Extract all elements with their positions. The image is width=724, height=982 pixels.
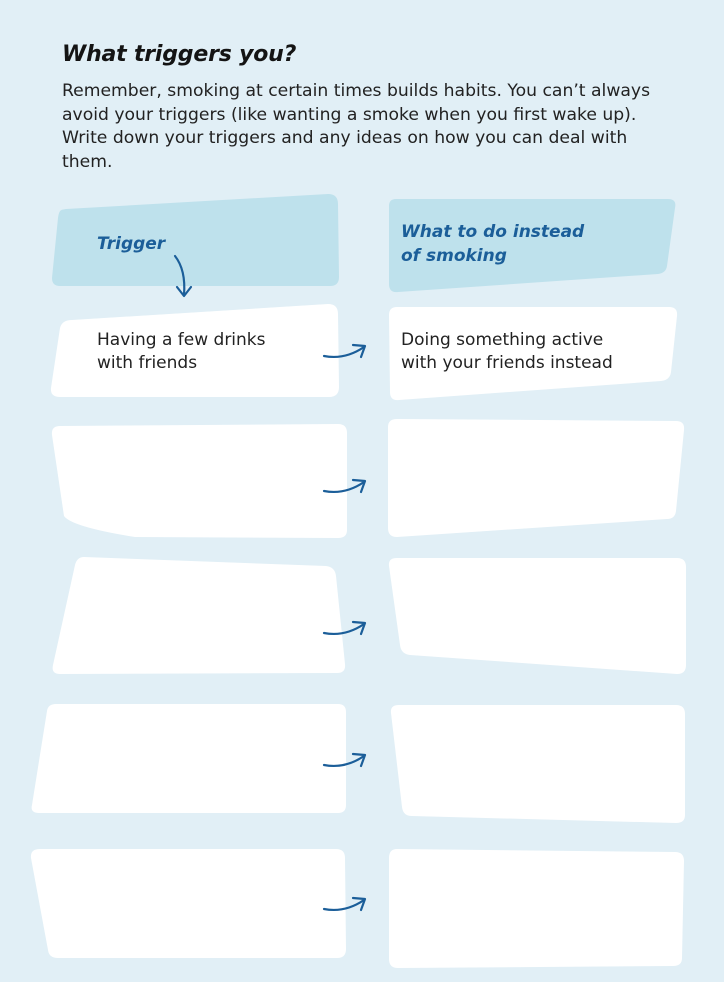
trigger-header-box xyxy=(52,194,339,286)
instead-1-line1: Doing something active xyxy=(401,330,604,350)
trigger-card-5[interactable] xyxy=(31,849,346,958)
page-title: What triggers you? xyxy=(62,42,297,67)
intro-paragraph: Remember, smoking at certain times builds habits. You can’t always avoid your triggers (like wanting a smoke when you first wake up). Write down your triggers and any ideas on how you can deal with them. xyxy=(62,81,651,172)
trigger-column-label: Trigger xyxy=(97,234,166,254)
instead-1-line2: with your friends instead xyxy=(401,353,613,373)
trigger-card-2[interactable] xyxy=(52,424,347,538)
instead-card-3[interactable] xyxy=(389,558,686,674)
trigger-1-line2: with friends xyxy=(97,353,198,373)
trigger-card-3[interactable] xyxy=(53,557,345,674)
trigger-card-4[interactable] xyxy=(32,704,346,813)
instead-column-label-line1: What to do instead xyxy=(401,222,585,242)
instead-card-5[interactable] xyxy=(389,849,684,968)
instead-column-label-line2: of smoking xyxy=(401,246,507,266)
instead-card-2[interactable] xyxy=(388,419,684,537)
instead-card-4[interactable] xyxy=(391,705,685,823)
trigger-1-line1: Having a few drinks xyxy=(97,330,266,350)
